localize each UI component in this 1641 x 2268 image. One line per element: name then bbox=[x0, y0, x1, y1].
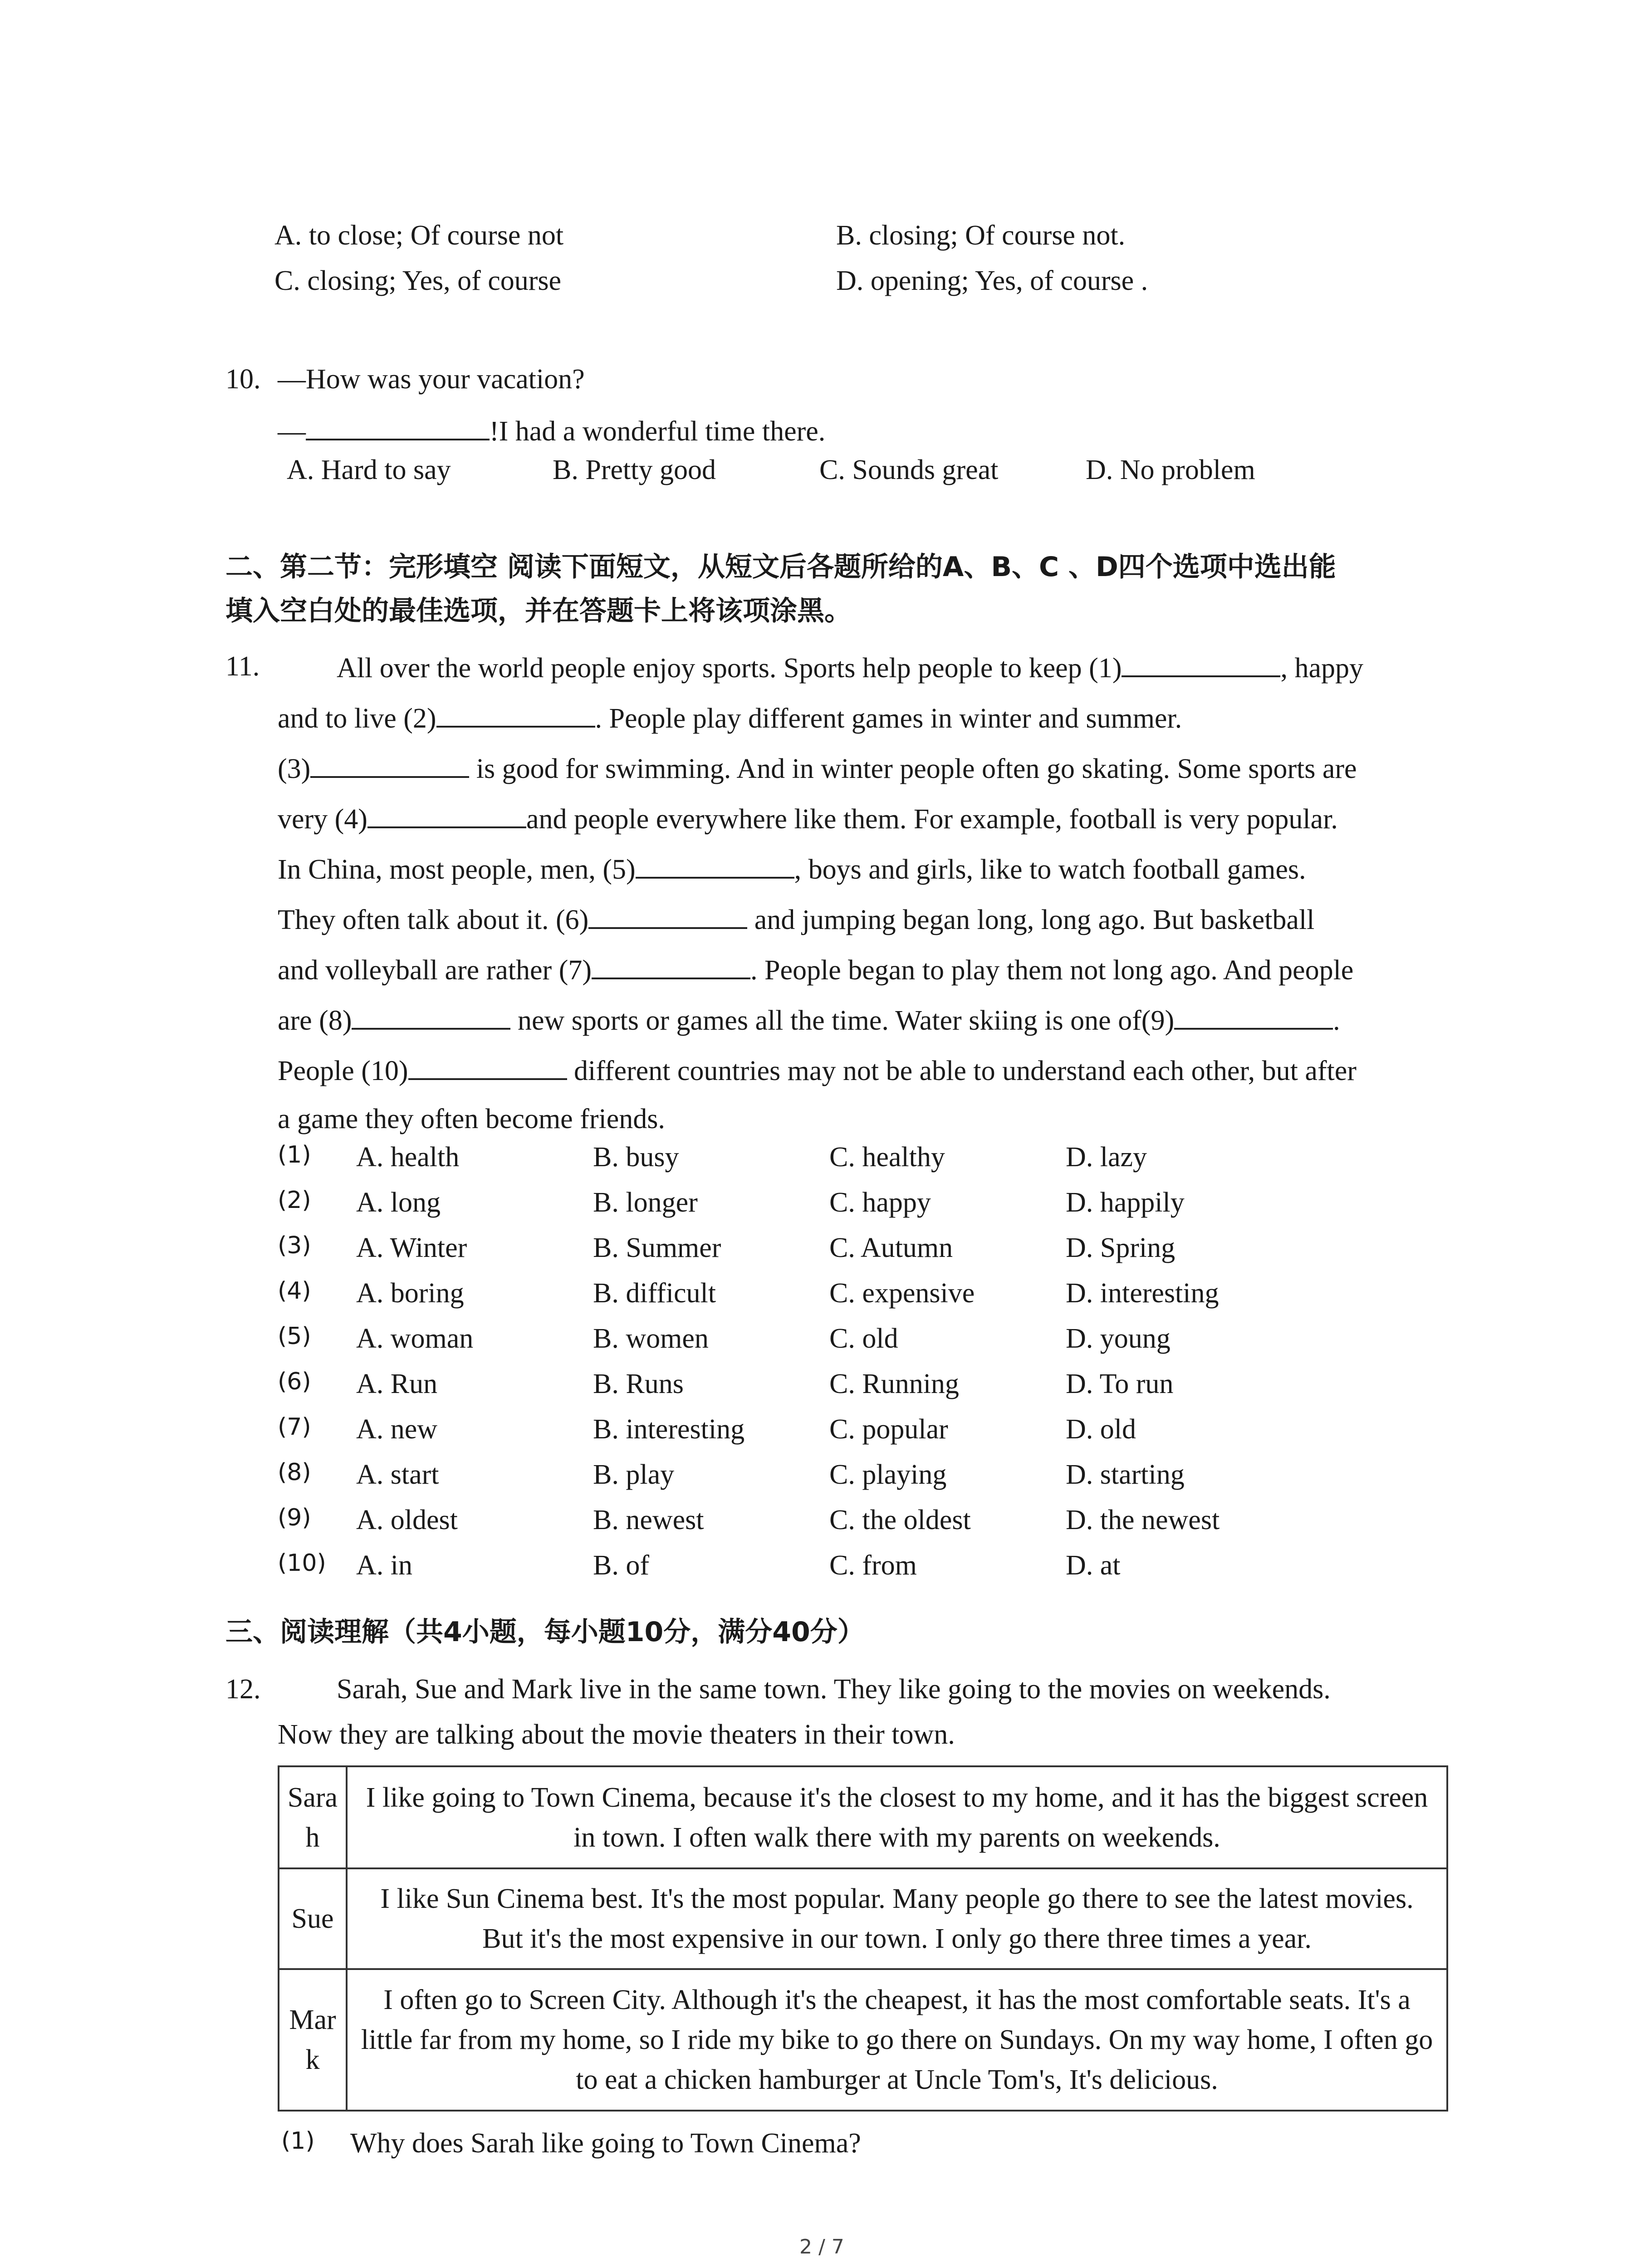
q10-dash: — bbox=[278, 416, 306, 447]
blank-6[interactable] bbox=[588, 899, 747, 929]
q11-number: 11. bbox=[225, 651, 260, 682]
option-a[interactable]: A. oldest bbox=[356, 1505, 458, 1535]
option-row-number: (5) bbox=[278, 1323, 311, 1350]
option-b[interactable]: B. difficult bbox=[593, 1278, 716, 1309]
q12-intro-line2: Now they are talking about the movie theaters in their town. bbox=[278, 1719, 955, 1750]
section2-heading-line2: 填入空白处的最佳选项，并在答题卡上将该项涂黑。 bbox=[225, 595, 852, 627]
blank-3[interactable] bbox=[310, 748, 469, 778]
speaker-text: I like going to Town Cinema, because it's the closest to my home, and it has the biggest screen in town. I often walk there with my parents on weekends. bbox=[347, 1766, 1447, 1868]
table-row bbox=[279, 1969, 1447, 2111]
q10-answer-text: !I had a wonderful time there. bbox=[490, 416, 826, 447]
option-b[interactable]: B. busy bbox=[593, 1142, 679, 1173]
q10-question: —How was your vacation? bbox=[278, 364, 585, 395]
blank-1[interactable] bbox=[1122, 647, 1280, 677]
option-c[interactable]: C. old bbox=[829, 1323, 898, 1354]
option-row-number: (4) bbox=[278, 1277, 311, 1305]
option-b[interactable]: B. Summer bbox=[593, 1232, 721, 1263]
passage-line: are (8) new sports or games all the time. Water skiing is one of(9) . bbox=[278, 996, 1457, 1046]
option-d[interactable]: D. starting bbox=[1066, 1459, 1185, 1490]
q10-option-a: A. Hard to say bbox=[287, 455, 451, 485]
option-c[interactable]: C. expensive bbox=[829, 1278, 975, 1309]
page-number: 2 / 7 bbox=[799, 2235, 844, 2258]
option-c[interactable]: C. healthy bbox=[829, 1142, 945, 1173]
option-b[interactable]: B. of bbox=[593, 1550, 649, 1581]
q9-option-a: A. to close; Of course not bbox=[274, 220, 564, 251]
option-a[interactable]: A. health bbox=[356, 1142, 460, 1173]
option-b[interactable]: B. interesting bbox=[593, 1414, 745, 1445]
blank-2[interactable] bbox=[436, 698, 595, 728]
option-c[interactable]: C. Autumn bbox=[829, 1232, 953, 1263]
option-row-number: (9) bbox=[278, 1504, 311, 1531]
blank-4[interactable] bbox=[367, 798, 526, 828]
passage-line: All over the world people enjoy sports. Sports help people to keep (1) , happy bbox=[278, 643, 1457, 694]
q12-sub1-question: Why does Sarah like going to Town Cinema? bbox=[350, 2128, 861, 2159]
option-row-number: (10) bbox=[278, 1549, 326, 1577]
option-d[interactable]: D. lazy bbox=[1066, 1142, 1147, 1173]
speaker-name: Sarah bbox=[279, 1766, 347, 1868]
option-b[interactable]: B. women bbox=[593, 1323, 709, 1354]
passage-line: a game they often become friends. bbox=[278, 1104, 665, 1134]
blank-8[interactable] bbox=[352, 1000, 510, 1030]
passage-line: and volleyball are rather (7) . People began to play them not long ago. And people bbox=[278, 945, 1457, 996]
cinema-table bbox=[278, 1765, 1448, 2112]
passage-line: In China, most people, men, (5) , boys and girls, like to watch football games. bbox=[278, 845, 1457, 895]
passage-line: (3) is good for swimming. And in winter people often go skating. Some sports are bbox=[278, 744, 1457, 794]
q9-option-b: B. closing; Of course not. bbox=[836, 220, 1126, 251]
q9-option-d: D. opening; Yes, of course . bbox=[836, 265, 1148, 296]
option-row-number: (2) bbox=[278, 1187, 311, 1214]
option-c[interactable]: C. Running bbox=[829, 1369, 959, 1399]
speaker-name: Sue bbox=[279, 1868, 347, 1969]
passage-line: very (4) and people everywhere like them. For example, football is very popular. bbox=[278, 794, 1457, 845]
blank-10[interactable] bbox=[408, 1050, 567, 1080]
option-a[interactable]: A. Run bbox=[356, 1369, 438, 1399]
option-d[interactable]: D. happily bbox=[1066, 1187, 1185, 1218]
speaker-text: I like Sun Cinema best. It's the most popular. Many people go there to see the latest movies. But it's the most expensive in our town. I only go there three times a year. bbox=[347, 1868, 1447, 1969]
option-a[interactable]: A. boring bbox=[356, 1278, 464, 1309]
q10-option-d: D. No problem bbox=[1086, 455, 1255, 485]
option-row-number: (3) bbox=[278, 1232, 311, 1259]
option-c[interactable]: C. from bbox=[829, 1550, 917, 1581]
q12-intro-line1: Sarah, Sue and Mark live in the same town. They like going to the movies on weekends. bbox=[337, 1674, 1331, 1705]
passage-line: and to live (2) . People play different games in winter and summer. bbox=[278, 694, 1457, 744]
option-d[interactable]: D. the newest bbox=[1066, 1505, 1220, 1535]
option-c[interactable]: C. the oldest bbox=[829, 1505, 971, 1535]
option-row-number: (8) bbox=[278, 1459, 311, 1486]
option-d[interactable]: D. Spring bbox=[1066, 1232, 1176, 1263]
option-a[interactable]: A. start bbox=[356, 1459, 439, 1490]
option-b[interactable]: B. longer bbox=[593, 1187, 698, 1218]
option-d[interactable]: D. young bbox=[1066, 1323, 1171, 1354]
q11-passage bbox=[278, 643, 1457, 1142]
option-row-number: (6) bbox=[278, 1368, 311, 1395]
option-row-number: (1) bbox=[278, 1141, 311, 1168]
q12-number: 12. bbox=[225, 1674, 261, 1705]
q10-option-c: C. Sounds great bbox=[819, 455, 999, 485]
q9-option-c: C. closing; Yes, of course bbox=[274, 265, 562, 296]
answer-blank[interactable] bbox=[306, 411, 490, 440]
blank-7[interactable] bbox=[592, 949, 750, 979]
option-a[interactable]: A. long bbox=[356, 1187, 441, 1218]
option-b[interactable]: B. Runs bbox=[593, 1369, 684, 1399]
passage-line: They often talk about it. (6) and jumping began long, long ago. But basketball bbox=[278, 895, 1457, 945]
option-row-number: (7) bbox=[278, 1413, 311, 1441]
option-d[interactable]: D. old bbox=[1066, 1414, 1136, 1445]
option-a[interactable]: A. new bbox=[356, 1414, 438, 1445]
blank-9[interactable] bbox=[1174, 1000, 1333, 1030]
q10-option-b: B. Pretty good bbox=[553, 455, 716, 485]
speaker-text: I often go to Screen City. Although it's the cheapest, it has the most comfortable seats. It's a little far from my home, so I ride my bike to go there on Sundays. On my way home, I often go to eat a chicken hamburger at Uncle Tom's, It's delicious. bbox=[347, 1969, 1447, 2111]
q12-sub1-number: (1) bbox=[281, 2127, 315, 2155]
table-row bbox=[279, 1766, 1447, 1868]
option-d[interactable]: D. at bbox=[1066, 1550, 1121, 1581]
option-d[interactable]: D. interesting bbox=[1066, 1278, 1219, 1309]
option-b[interactable]: B. play bbox=[593, 1459, 675, 1490]
blank-5[interactable] bbox=[636, 849, 794, 879]
option-a[interactable]: A. Winter bbox=[356, 1232, 467, 1263]
table-row bbox=[279, 1868, 1447, 1969]
option-c[interactable]: C. popular bbox=[829, 1414, 948, 1445]
option-a[interactable]: A. in bbox=[356, 1550, 412, 1581]
q10-number: 10. bbox=[225, 364, 261, 395]
section2-heading-line1: 二、第二节：完形填空 阅读下面短文，从短文后各题所给的A、B、C 、D四个选项中选出能 bbox=[225, 551, 1336, 583]
option-d[interactable]: D. To run bbox=[1066, 1369, 1174, 1399]
section3-heading: 三、阅读理解（共4小题，每小题10分，满分40分） bbox=[225, 1616, 865, 1648]
option-c[interactable]: C. happy bbox=[829, 1187, 931, 1218]
speaker-name: Mark bbox=[279, 1969, 347, 2111]
option-c[interactable]: C. playing bbox=[829, 1459, 947, 1490]
q10-answer-line bbox=[278, 411, 825, 445]
option-b[interactable]: B. newest bbox=[593, 1505, 704, 1535]
passage-line: People (10) different countries may not be able to understand each other, but after bbox=[278, 1046, 1457, 1096]
option-a[interactable]: A. woman bbox=[356, 1323, 474, 1354]
